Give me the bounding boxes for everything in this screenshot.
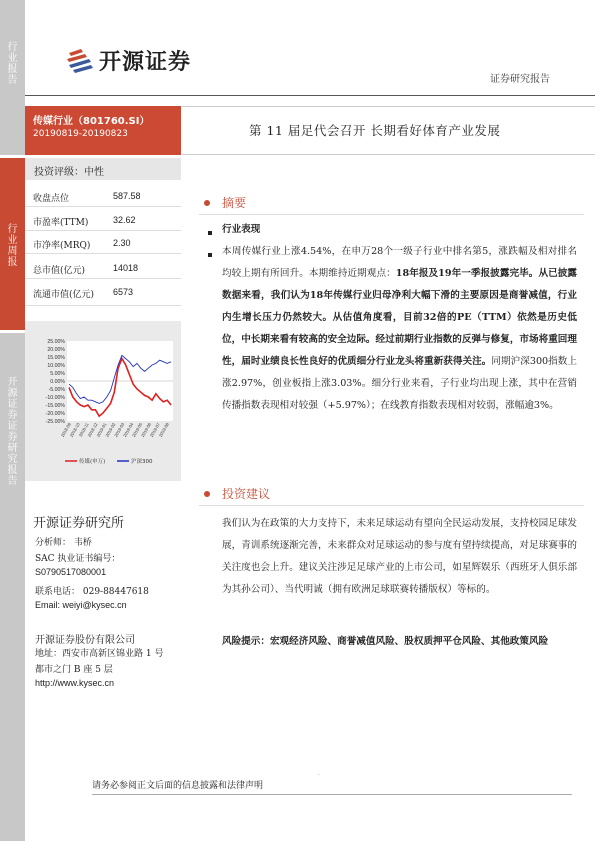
x-tick-label: 2018-10: [68, 422, 81, 438]
section-rule: [199, 505, 584, 506]
side-band-report: [0, 0, 25, 155]
advice-title: 投资建议: [222, 487, 271, 501]
x-tick-label: 2019-03: [113, 422, 126, 438]
band-char: 研: [7, 443, 18, 454]
phone: 联系电话： 029-88447618: [35, 587, 149, 597]
report-type: 证券研究报告: [490, 74, 550, 85]
band-char: 行: [7, 224, 18, 235]
section-bullet-icon: [204, 491, 210, 497]
summary-bold-text: 18年报及19年一季报披露完毕。从已披露数据来看，我们认为18年传媒行业归母净利大幅下滑的主要原因是商誉减值，行业内生增长压力仍然较大。从估值角度看，目前32倍的PE（TTM）依然是历史低位，中长期来看有较高的安全边际。经过前期行业指数的反弹与修复，市场将重回理性，届时业绩良长性良好的优质细分行业龙头将重新获得关注。: [222, 268, 578, 367]
website-link[interactable]: http://www.kysec.cn: [35, 678, 115, 688]
analyst: 分析师： 韦桥: [35, 538, 92, 548]
metric-value: 587.58: [113, 191, 141, 201]
band-char: 告: [7, 75, 18, 86]
x-tick-label: 2019-02: [104, 422, 117, 438]
band-char: 券: [7, 410, 18, 421]
y-tick-label: -25.00%: [45, 419, 65, 425]
company-name: 开源证券股份有限公司: [35, 635, 135, 646]
x-tick-label: 2019-08: [157, 422, 170, 438]
x-tick-label: 2019-05: [131, 422, 144, 438]
metric-label: 总市值(亿元): [33, 266, 86, 276]
y-tick-label: -15.00%: [45, 403, 65, 409]
metric-value: 6573: [113, 287, 134, 297]
summary-title: 摘要: [222, 196, 247, 210]
metric-label: 收盘点位: [33, 194, 70, 204]
band-char: 证: [7, 399, 18, 410]
y-tick-label: -5.00%: [48, 387, 65, 393]
x-tick-label: 2019-01: [95, 422, 108, 438]
metric-divider: [25, 253, 181, 254]
address-line2: 都市之门 B 座 5 层: [35, 665, 113, 675]
band-char: 究: [7, 454, 18, 465]
band-char: 报: [7, 64, 18, 75]
metric-label: 市净率(MRQ): [33, 241, 91, 251]
logo-mark-icon: [67, 49, 93, 73]
risk-warning: 风险提示：宏观经济风险、商誉减值风险、股权质押平仓风险、其他政策风险: [222, 636, 549, 647]
x-tick-label: 2018-09: [59, 422, 72, 438]
rating-value: 中性: [84, 167, 104, 178]
band-char: 报: [7, 465, 18, 476]
x-tick-label: 2018-12: [86, 422, 99, 438]
section-rule: [199, 214, 584, 215]
band-char: 券: [7, 432, 18, 443]
footer-rule: [92, 794, 572, 795]
y-tick-label: 10.00%: [47, 363, 65, 369]
sub-bullet-icon: [208, 253, 212, 257]
metric-value: 2.30: [113, 238, 131, 248]
sub-bullet-icon: [208, 231, 212, 235]
side-band-research: [0, 333, 25, 841]
x-tick-label: 2019-06: [140, 422, 153, 438]
x-tick-label: 2018-11: [77, 422, 90, 438]
x-tick-label: 2019-04: [122, 422, 135, 438]
band-char: 开: [7, 377, 18, 388]
page-title: 第 11 届足代会召开 长期看好体育产业发展: [249, 123, 501, 138]
top-divider: [25, 95, 595, 96]
y-tick-label: 20.00%: [47, 347, 65, 353]
metric-value: 14018: [113, 263, 139, 273]
date-range: 20190819-20190823: [33, 129, 128, 139]
metric-divider: [25, 278, 181, 279]
sac-label: SAC 执业证书编号：: [35, 554, 121, 564]
institute-name: 开源证券研究所: [33, 516, 125, 531]
metric-label: 市盈率(TTM): [33, 218, 89, 228]
y-tick-label: 25.00%: [47, 339, 65, 345]
metric-divider: [25, 305, 181, 306]
company-logo: [67, 45, 191, 76]
x-tick-label: 2019-07: [148, 422, 161, 438]
investment-rating: [34, 163, 104, 178]
summary-paragraph: [222, 241, 577, 417]
band-char: 周: [7, 246, 18, 257]
y-tick-label: 0.00%: [50, 379, 65, 385]
metric-label: 流通市值(亿元): [33, 290, 95, 300]
legend-label: 沪深300: [131, 459, 153, 465]
page-mark: ·: [318, 772, 320, 779]
rating-label: 投资评级：: [34, 167, 84, 178]
email[interactable]: Email: weiyi@kysec.cn: [35, 600, 127, 610]
address: 地址：西安市高新区锦业路 1 号: [35, 649, 164, 659]
band-char: 行: [7, 42, 18, 53]
band-char: 报: [7, 257, 18, 268]
band-char: 源: [7, 388, 18, 399]
footer-disclaimer: 请务必参阅正文后面的信息披露和法律声明: [92, 781, 264, 791]
industry-label: 传媒行业（801760.SI）: [33, 116, 150, 127]
side-band-weekly: [0, 158, 25, 330]
y-tick-label: -20.00%: [45, 411, 65, 417]
summary-subtitle: 行业表现: [222, 224, 261, 235]
logo-text: 开源证券: [99, 50, 192, 75]
band-char: 告: [7, 476, 18, 487]
metric-divider: [25, 206, 181, 207]
section-bullet-icon: [204, 200, 210, 206]
y-tick-label: 5.00%: [50, 371, 65, 377]
summary-text: 本周传媒行业上涨4.54%，在申万28个一级子行业中排名第5，涨跌幅及相对排名均较上期有所回升。本期维持近期观点：: [222, 246, 577, 279]
y-tick-label: -10.00%: [45, 395, 65, 401]
y-tick-label: 15.00%: [47, 355, 65, 361]
performance-chart: [25, 321, 181, 481]
metric-divider: [25, 230, 181, 231]
metric-value: 32.62: [113, 215, 136, 225]
legend-label: 传媒(申万): [79, 459, 106, 465]
band-char: 证: [7, 421, 18, 432]
sac-number: S0790517080001: [35, 567, 107, 577]
chart-svg: [25, 321, 181, 481]
band-char: 业: [7, 235, 18, 246]
band-char: 业: [7, 53, 18, 64]
advice-paragraph: 我们认为在政策的大力支持下，未来足球运动有望向全民运动发展，支持校园足球发展，青训系统逐渐完善，未来群众对足球运动的参与度有望持续提高，对足球赛事的关注度也会上升。建议关注涉足足球产业的上市公司，如星辉娱乐（西班牙人俱乐部为其孙公司）、当代明诚（拥有欧洲足球联赛转播版权）等标的。: [222, 518, 577, 595]
summary-tail-text: 同期沪深300指数上涨2.97%，创业板指上涨3.03%。细分行业来看，子行业均出现上涨，其中在营销传播指数表现相对较强（+5.97%）；在线教育指数表现相对较弱，涨幅逾3%。: [222, 356, 578, 411]
